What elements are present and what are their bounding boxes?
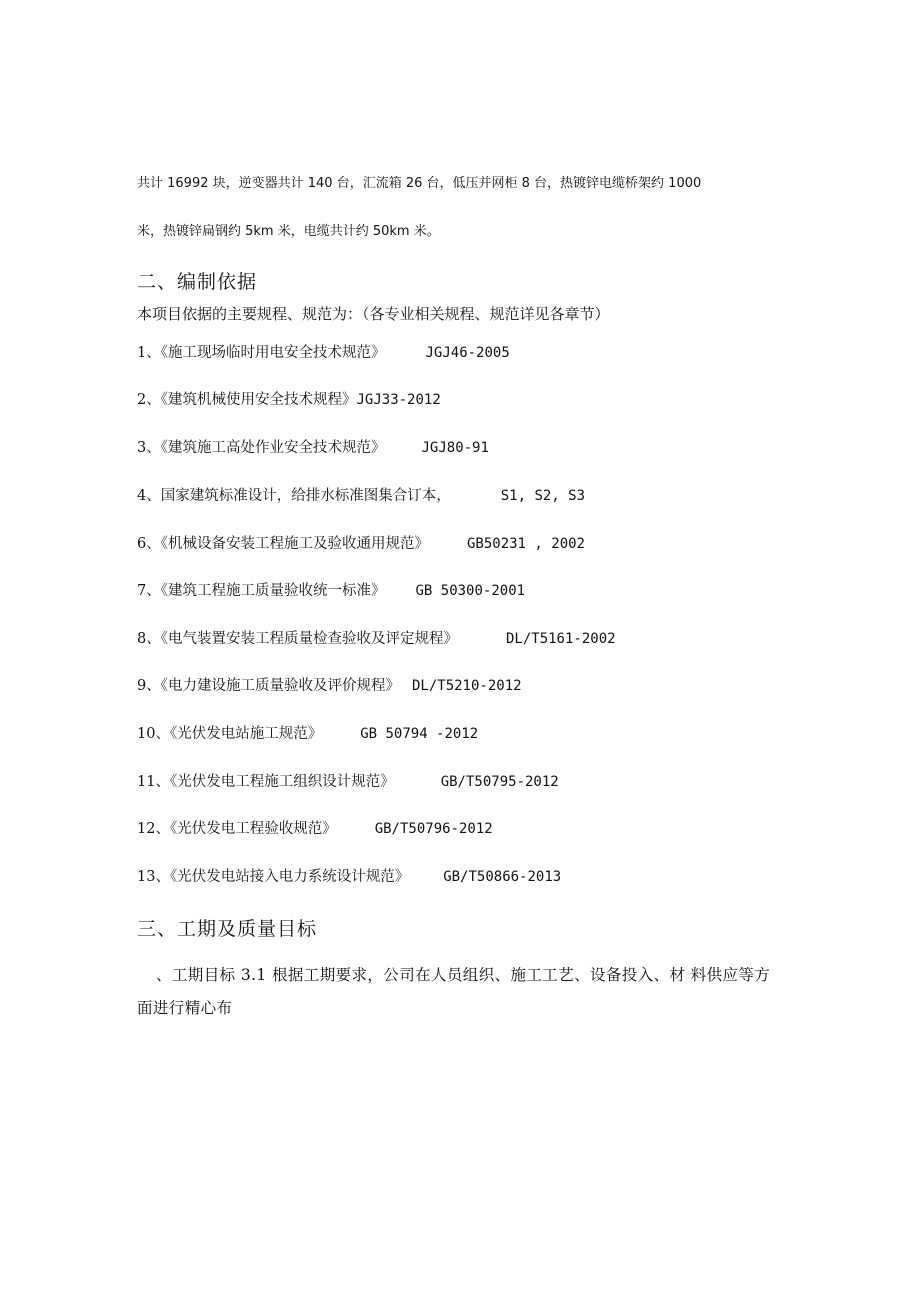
intro-line-1: 共计 16992 块，逆变器共计 140 台，汇流箱 26 台，低压并网柜 8 台，热镀锌电缆桥架约 1000 <box>137 176 702 191</box>
intro-line-2: 米，热镀锌扁钢约 5km 米，电缆共计约 50km 米。 <box>137 224 440 239</box>
reference-item-6 <box>137 537 585 552</box>
schedule-paragraph-line-2: 面进行精心布 <box>137 999 233 1017</box>
reference-code: JGJ46-2005 <box>425 345 510 361</box>
reference-code: GB/T50795-2012 <box>440 774 559 790</box>
reference-item-12 <box>137 822 493 837</box>
reference-code: JGJ33-2012 <box>356 392 441 408</box>
reference-title: 12、《光伏发电工程验收规范》 <box>137 821 337 837</box>
section-heading-basis: 二、编制依据 <box>137 271 258 293</box>
reference-code: GB 50794 -2012 <box>360 726 479 742</box>
reference-item-10 <box>137 727 478 742</box>
reference-code: GB/T50866-2013 <box>443 869 562 885</box>
reference-title: 7、《建筑工程施工质量验收统一标准》 <box>137 583 386 599</box>
reference-item-7 <box>137 584 525 599</box>
reference-item-1 <box>137 346 510 361</box>
reference-item-8 <box>137 632 616 647</box>
reference-code: GB 50300-2001 <box>415 583 526 599</box>
reference-title: 9、《电力建设施工质量验收及评价规程》 <box>137 678 400 694</box>
reference-code: S1, S2, S3 <box>500 488 586 504</box>
reference-code: GB50231 , 2002 <box>466 536 585 552</box>
reference-item-9 <box>137 679 522 694</box>
reference-title: 13、《光伏发电站接入电力系统设计规范》 <box>137 869 410 885</box>
reference-title: 2、《建筑机械使用安全技术规程》 <box>137 392 357 408</box>
reference-code: DL/T5161-2002 <box>505 631 616 647</box>
reference-item-2 <box>137 393 441 408</box>
reference-title: 1、《施工现场临时用电安全技术规范》 <box>137 345 386 361</box>
reference-title: 10、《光伏发电站施工规范》 <box>137 726 323 742</box>
basis-lead-text: 本项目依据的主要规程、规范为：（各专业相关规程、规范详见各章节） <box>137 305 610 323</box>
section-heading-schedule-quality: 三、工期及质量目标 <box>137 918 318 940</box>
reference-code: DL/T5210-2012 <box>411 678 522 694</box>
reference-item-11 <box>137 775 559 790</box>
reference-code: GB/T50796-2012 <box>374 821 493 837</box>
reference-item-4 <box>137 489 585 504</box>
reference-code: JGJ80-91 <box>421 440 489 456</box>
reference-title: 8、《电气装置安装工程质量检查验收及评定规程》 <box>137 631 458 647</box>
reference-item-13 <box>137 870 561 885</box>
reference-title: 3、《建筑施工高处作业安全技术规范》 <box>137 440 386 456</box>
reference-title: 4、国家建筑标准设计，给排水标准图集合订本， <box>137 488 451 504</box>
reference-title: 6、《机械设备安装工程施工及验收通用规范》 <box>137 536 429 552</box>
reference-title: 11、《光伏发电工程施工组织设计规范》 <box>137 774 395 790</box>
schedule-paragraph-line-1: 、工期目标 3.1 根据工期要求，公司在人员组织、施工工艺、设备投入、材 料供应等方 <box>156 966 771 984</box>
reference-item-3 <box>137 441 489 456</box>
